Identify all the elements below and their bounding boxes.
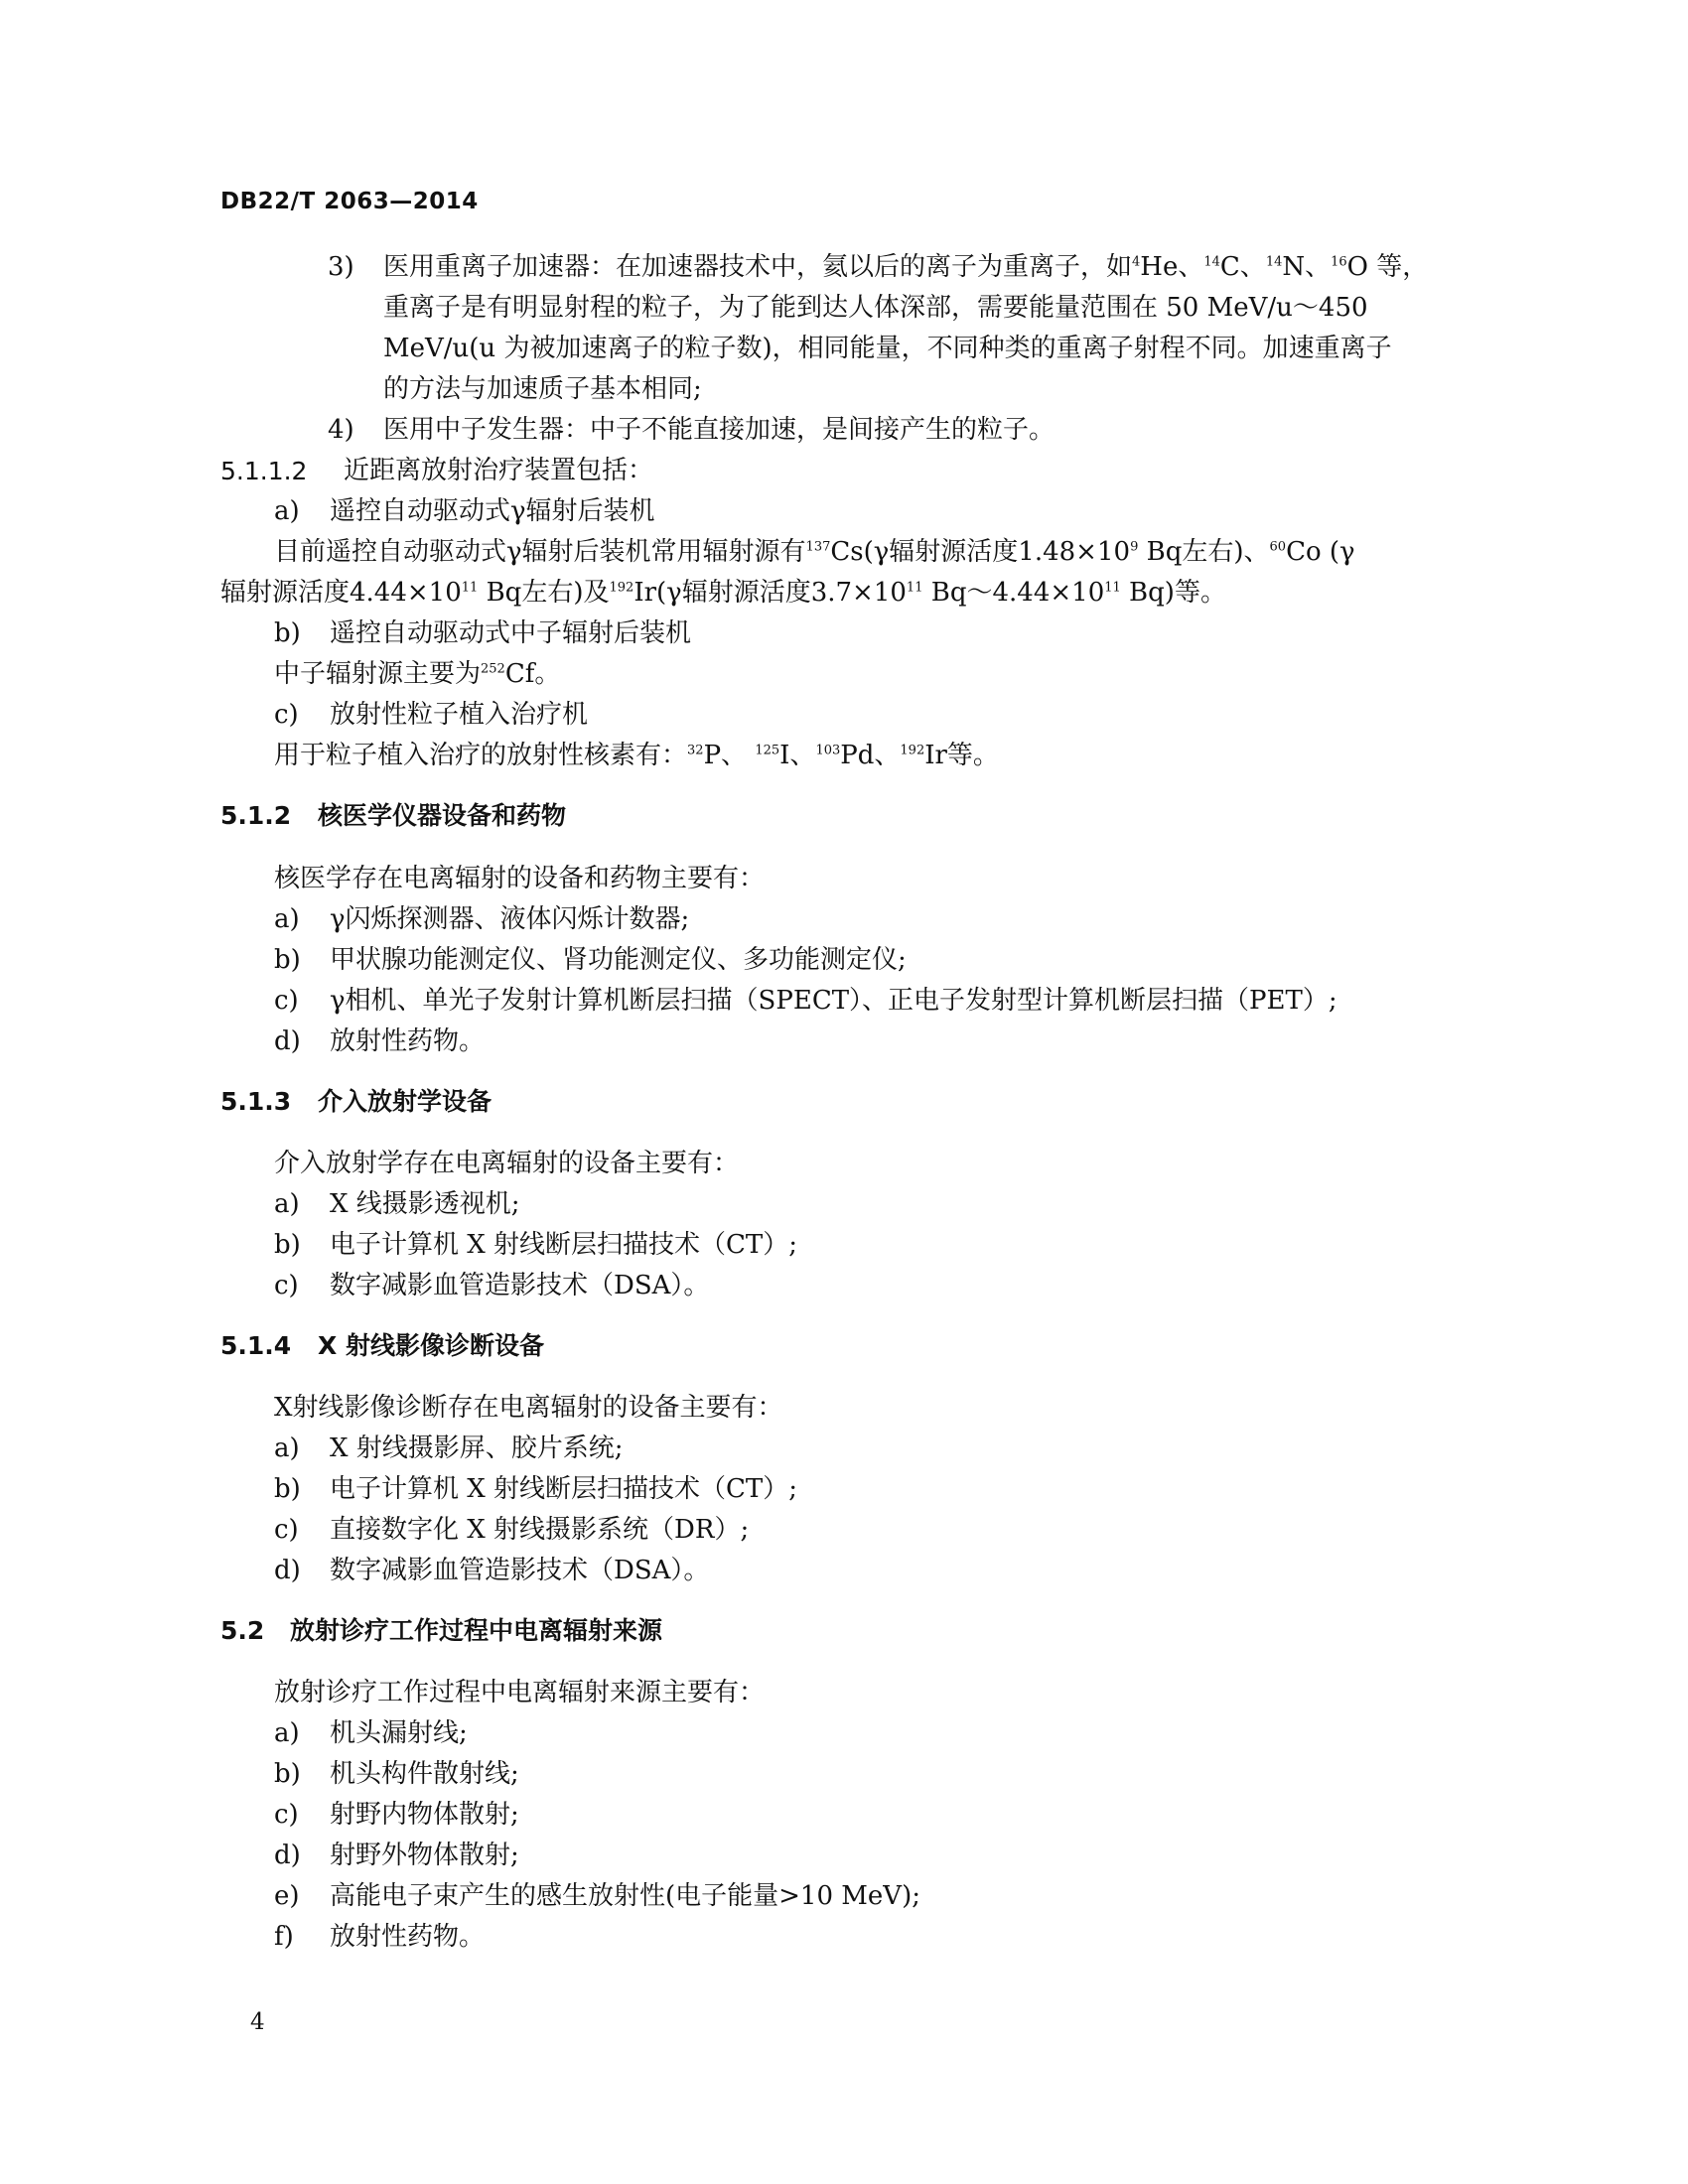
list-item-text: 电子计算机 X 射线断层扫描技术（CT）;	[330, 1474, 798, 1504]
paragraph-gamma-sources-line-2: 辐射源活度$4.44\times 10^{11}$ Bq左右)及$^{192}$Ir(γ辐射源活度$3.7\times 10^{11}$ $Bq\sim 4.44\times 10^{11}$ Bq)等。	[220, 578, 1226, 608]
list-item-text: 直接数字化 X 射线摄影系统（DR）;	[330, 1515, 750, 1545]
item-3-line-4: 的方法与加速质子基本相同;	[383, 374, 702, 404]
section-5-2-intro: 放射诊疗工作过程中电离辐射来源主要有：	[274, 1678, 766, 1707]
item-3-number: 3)	[328, 252, 354, 282]
section-5-1-2-title: 核医学仪器设备和药物	[318, 801, 567, 830]
item-3-line-2: 重离子是有明显射程的粒子，为了能到达人体深部，需要能量范围在 50 MeV/u～450	[383, 293, 1368, 323]
list-item-text: 机头构件散射线;	[330, 1759, 519, 1789]
section-5-1-4-title: X 射线影像诊断设备	[318, 1331, 544, 1360]
section-5-2-number: 5.2	[220, 1616, 265, 1645]
item-4-number: 4)	[328, 415, 354, 445]
list-label: e)	[274, 1881, 300, 1911]
list-item-text: 高能电子束产生的感生放射性(电子能量>10 MeV);	[330, 1881, 920, 1911]
list-label: c)	[274, 1271, 299, 1300]
list-label: c)	[274, 1800, 299, 1830]
list-item-text: 遥控自动驱动式γ辐射后装机	[330, 496, 655, 526]
list-item-text: 数字减影血管造影技术（DSA）。	[330, 1271, 710, 1300]
section-5-1-3-title: 介入放射学设备	[318, 1087, 492, 1116]
section-5-1-3-number: 5.1.3	[220, 1087, 292, 1116]
list-label: c)	[274, 700, 299, 730]
section-5-1-2-intro: 核医学存在电离辐射的设备和药物主要有：	[274, 864, 766, 893]
list-item-text: 数字减影血管造影技术（DSA）。	[330, 1556, 710, 1585]
list-item-text: 电子计算机 X 射线断层扫描技术（CT）;	[330, 1230, 798, 1260]
list-label: a)	[274, 1433, 300, 1463]
list-label: d)	[274, 1556, 301, 1585]
document-code: DB22/T 2063—2014	[220, 189, 479, 214]
list-item-text: γ闪烁探测器、液体闪烁计数器;	[330, 904, 690, 934]
list-label: a)	[274, 1718, 300, 1748]
list-item-text: 射野外物体散射;	[330, 1841, 519, 1870]
list-label: d)	[274, 1026, 301, 1056]
list-item-text: γ相机、单光子发射计算机断层扫描（SPECT）、正电子发射型计算机断层扫描（PET）;	[330, 986, 1337, 1016]
paragraph-gamma-sources-line-1: 目前遥控自动驱动式γ辐射后装机常用辐射源有$^{137}$Cs(γ辐射源活度$1.48\times 10^9$ Bq左右)、$^{60}$Co (γ	[274, 537, 1355, 567]
list-item-text: 遥控自动驱动式中子辐射后装机	[330, 618, 692, 648]
list-item-text: 放射性粒子植入治疗机	[330, 700, 589, 730]
list-label: a)	[274, 1189, 300, 1219]
list-label: b)	[274, 618, 301, 648]
paragraph-neutron-source: 中子辐射源主要为$^{252}$Cf。	[274, 659, 561, 689]
list-label: c)	[274, 1515, 299, 1545]
section-5-1-1-2-text: 近距离放射治疗装置包括：	[344, 456, 654, 485]
list-label: f)	[274, 1922, 294, 1952]
list-item-text: 甲状腺功能测定仪、肾功能测定仪、多功能测定仪;	[330, 945, 907, 975]
section-5-1-1-2-number: 5.1.1.2	[220, 457, 308, 485]
list-label: a)	[274, 904, 300, 934]
item-4-text: 医用中子发生器：中子不能直接加速，是间接产生的粒子。	[383, 415, 1055, 445]
list-label: b)	[274, 1230, 301, 1260]
paragraph-implant-nuclides: 用于粒子植入治疗的放射性核素有：$^{32}$P、 $^{125}$I、$^{103}$Pd、$^{192}$Ir等。	[274, 741, 999, 770]
page-number: 4	[250, 2009, 265, 2035]
list-item-text: X 射线摄影屏、胶片系统;	[330, 1433, 624, 1463]
list-label: a)	[274, 496, 300, 526]
list-label: d)	[274, 1841, 301, 1870]
item-3-line-3: MeV/u(u 为被加速离子的粒子数)，相同能量，不同种类的重离子射程不同。加速重离子	[383, 334, 1392, 363]
list-item-text: 放射性药物。	[330, 1922, 486, 1952]
section-5-1-2-number: 5.1.2	[220, 801, 292, 830]
list-label: b)	[274, 1474, 301, 1504]
section-5-1-3-intro: 介入放射学存在电离辐射的设备主要有：	[274, 1149, 740, 1178]
section-5-1-4-intro: X射线影像诊断存在电离辐射的设备主要有：	[274, 1393, 783, 1423]
list-item-text: 机头漏射线;	[330, 1718, 468, 1748]
section-5-2-title: 放射诊疗工作过程中电离辐射来源	[290, 1616, 663, 1645]
section-5-1-4-number: 5.1.4	[220, 1331, 292, 1360]
list-item-text: X 线摄影透视机;	[330, 1189, 520, 1219]
list-item-text: 射野内物体散射;	[330, 1800, 519, 1830]
list-label: b)	[274, 1759, 301, 1789]
item-3-line-1: 医用重离子加速器：在加速器技术中，氦以后的离子为重离子，如$^4$He、$^{14}$C、$^{14}$N、$^{16}$O 等，	[383, 252, 1429, 282]
list-label: c)	[274, 986, 299, 1016]
list-item-text: 放射性药物。	[330, 1026, 486, 1056]
list-label: b)	[274, 945, 301, 975]
